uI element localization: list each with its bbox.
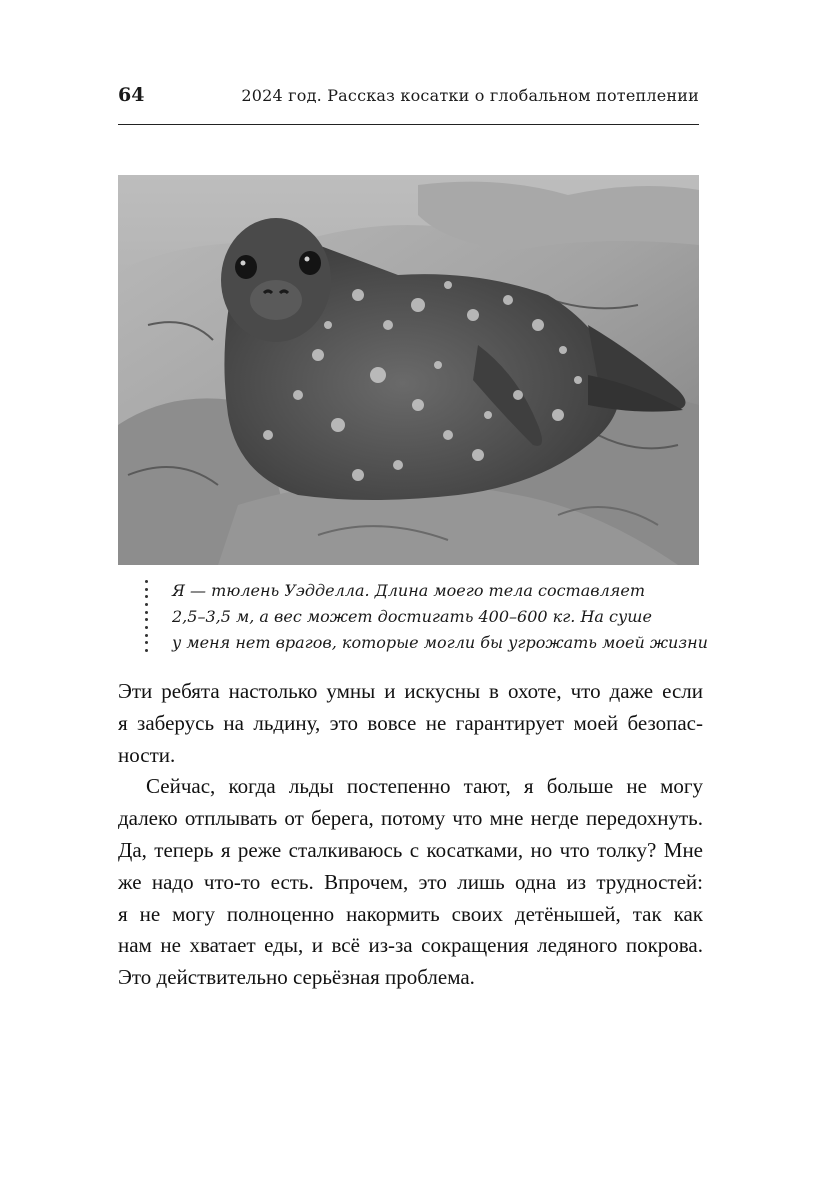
text-line: я заберусь на льдину, это вовсе не гарантирует моей безопас- <box>118 710 703 735</box>
text-line: Эти ребята настолько умны и искусны в охоте, что даже если <box>118 679 703 703</box>
running-title: 2024 год. Рассказ косатки о глобальном потеплении <box>241 86 699 105</box>
header-rule <box>118 124 699 125</box>
caption-line: Я — тюлень Уэдделла. Длина моего тела составляет <box>172 581 645 600</box>
caption-line: у меня нет врагов, которые могли бы угрожать моей жизни <box>172 633 708 652</box>
text-line: Да, теперь я реже сталкиваюсь с косатками, но что толку? Мне <box>118 837 703 862</box>
text-line: Сейчас, когда льды постепенно тают, я больше не могу <box>146 774 703 799</box>
caption-marker <box>145 580 149 652</box>
page-number: 64 <box>118 84 145 106</box>
seal-photo <box>118 175 699 565</box>
seal-illustration <box>118 175 699 565</box>
text-line: я не могу полноценно накормить своих детёнышей, так как <box>118 901 703 926</box>
text-line: ности. <box>118 742 176 767</box>
text-line: нам не хватает еды, и всё из-за сокращения ледяного покрова. <box>118 933 703 958</box>
text-line: же надо что-то есть. Впрочем, это лишь одна из трудностей: <box>118 869 703 894</box>
photo-caption <box>172 578 712 656</box>
caption-line: 2,5–3,5 м, а вес может достигать 400–600 кг. На суше <box>172 607 652 626</box>
text-line: Это действительно серьёзная проблема. <box>118 965 475 990</box>
text-line: далеко отплывать от берега, потому что мне негде передохнуть. <box>118 806 703 831</box>
body-text <box>118 676 703 994</box>
